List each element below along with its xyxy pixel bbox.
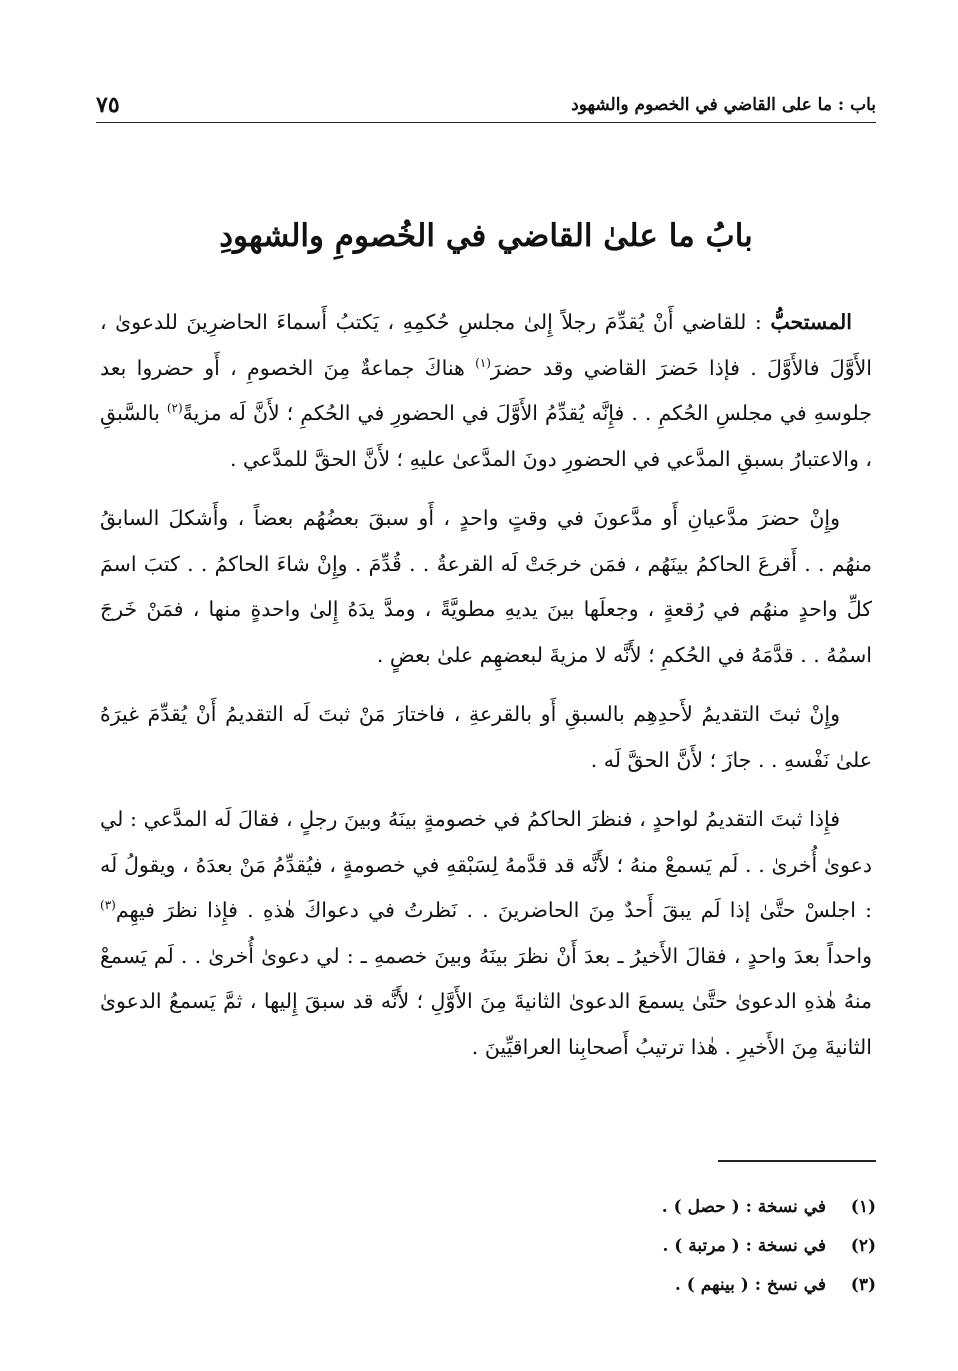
footnote-marker-1: (١) <box>475 355 491 370</box>
running-title: باب : ما على القاضي في الخصوم والشهود <box>571 95 876 115</box>
footnote <box>400 1227 876 1266</box>
paragraph-1 <box>100 300 872 482</box>
footnote-number: (٢) <box>850 1236 876 1256</box>
paragraph-3: وإِنْ ثبتَ التقديمُ لأَحدِهِم بالسبقِ أَو بالقرعةِ ، فاختارَ مَنْ ثبتَ لَه التقديمُ أَنْ يُقدِّمَ غيرَهُ علىٰ نَفْسهِ . . جازَ ؛ لأَنَّ الحقَّ لَه . <box>100 702 872 772</box>
footnote <box>400 1188 876 1227</box>
paragraph-1-part2: هناكَ جماعةٌ مِنَ الخصومِ ، أَو حضروا بعد جلوسهِ في مجلسِ الحُكمِ . . فإِنَّه يُقدِّمُ الأَوَّلَ في الحضورِ في الحُكمِ ؛ لأَنَّ لَه مزيةً <box>100 355 872 425</box>
footnote-separator <box>718 1160 876 1162</box>
footnote-number: (٣) <box>850 1275 876 1295</box>
lead-word: المستحبُّ <box>770 310 852 334</box>
running-header <box>96 88 876 123</box>
footnote-marker-2: (٢) <box>166 401 183 416</box>
footnote-text: في نسخة : ( حصل ) . <box>661 1197 826 1217</box>
body-text <box>100 300 872 1084</box>
paragraph-2: وإِنْ حضرَ مدَّعيانِ أَو مدَّعونَ في وقتٍ واحدٍ ، أَو سبقَ بعضُهُم بعضاً ، وأَشكلَ السابقُ منهُم . . أَقرعَ الحاكمُ بينَهُم ، فمَن خرجَتْ لَه القرعةُ . . قُدِّمَ . وإِنْ شاءَ الحاكمُ . . كتبَ اسمَ كلِّ واحدٍ منهُم في رُقعةٍ ، وجعلَها بينَ يديهِ مطويَّةً ، ومدَّ يدَهُ إِلىٰ واحدةٍ منها ، فمَنْ خَرجَ اسمُهُ . . قدَّمَهُ في الحُكمِ ؛ لأَنَّه لا مزيةَ لبعضهِم علىٰ بعضٍ . <box>100 506 872 667</box>
paragraph-4 <box>100 797 872 1070</box>
paragraph-4-part2: واحداً بعدَ واحدٍ ، فقالَ الأَخيرُ ـ بعدَ أَنْ نظرَ بينَهُ وبينَ خصمهِ ـ : لي دعوىٰ أُخرىٰ . . لَم يَسمعْ منهُ هٰذهِ الدعوىٰ حتَّىٰ يسمعَ الدعوىٰ الثانيةَ مِنَ الأَوَّلِ ؛ لأَنَّه قد سبقَ إِليها ، ثمَّ يَسمعُ الدعوىٰ الثانيةَ مِنَ الأَخيرِ . هٰذا ترتيبُ أَصحابِنا العراقيِّينَ . <box>100 943 872 1059</box>
paragraph-1-part1: : للقاضي أَنْ يُقدِّمَ رجلاً إِلىٰ مجلسِ حُكمِهِ ، يَكتبُ أَسماءَ الحاضرِينَ للدعوىٰ ، الأَوَّلَ فالأَوَّلَ . فإذا حَضرَ القاضي وقد حضرَ <box>100 310 872 380</box>
footnote-text: في نسخة : ( مرتبة ) . <box>662 1236 826 1256</box>
footnotes <box>400 1188 876 1305</box>
footnote-number: (١) <box>850 1197 876 1217</box>
paragraph-1-part3: بالسَّبقِ ، والاعتبارُ بسبقِ المدَّعي في الحضورِ دونَ المدَّعىٰ عليهِ ؛ لأَنَّ الحقَّ للمدَّعي . <box>100 401 872 471</box>
footnote <box>400 1266 876 1305</box>
paragraph-4-part1: فإِذا ثبتَ التقديمُ لواحدٍ ، فنظرَ الحاكمُ في خصومةٍ بينَهُ وبينَ رجلٍ ، فقالَ لَه المدَّعي : لي دعوىٰ أُخرىٰ . . لَم يَسمعْ منهُ ؛ لأَنَّه قد قدَّمهُ لِسَبْقهِ في خصومةٍ ، فيُقدِّمُ مَنْ بعدَهُ ، ويقولُ لَه : اجلسْ حتَّىٰ إذا لَم يبقَ أَحدٌ مِنَ الحاضرينَ . . نَظرتُ في دعواكَ هٰذهِ . فإِذا نظرَ فيهِم <box>100 807 872 922</box>
page-number: ٧٥ <box>96 92 120 118</box>
footnote-marker-3: (٣) <box>100 898 116 913</box>
footnote-text: في نسخ : ( بينهم ) . <box>674 1275 826 1295</box>
chapter-title: بابُ ما علىٰ القاضي في الخُصومِ والشهودِ <box>219 218 753 254</box>
